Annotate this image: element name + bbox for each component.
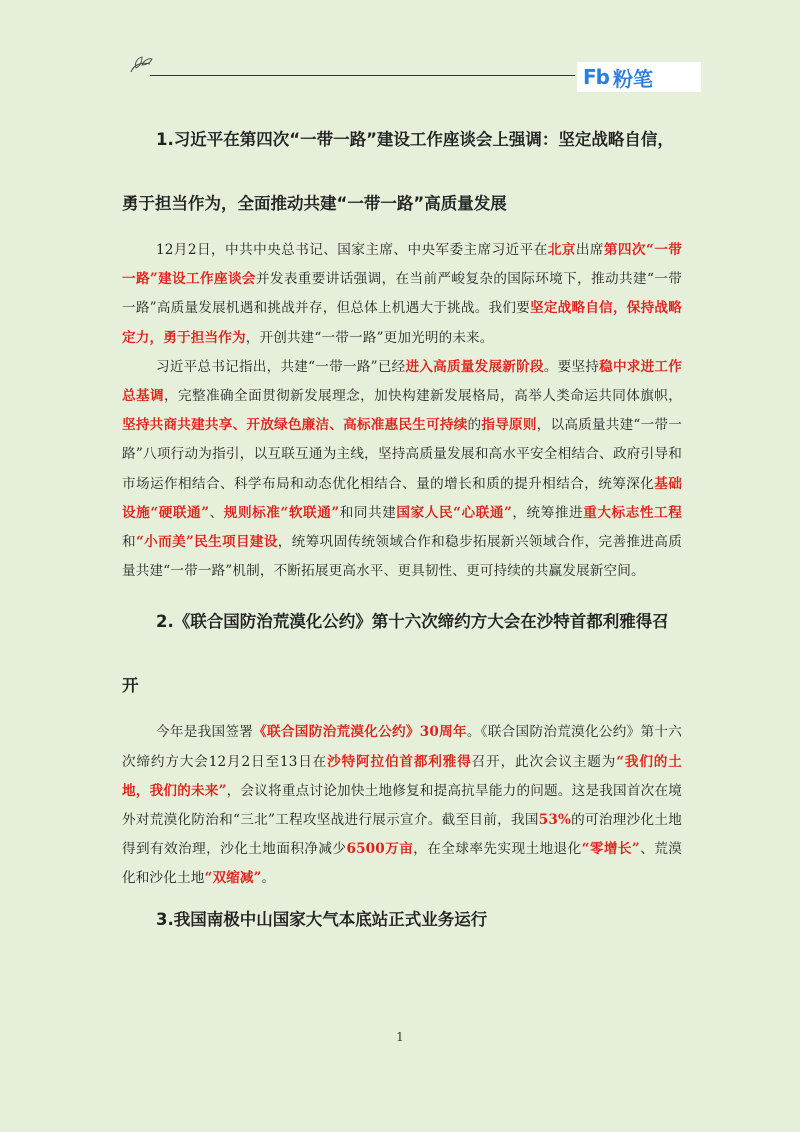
highlight-text: 《联合国防治荒漠化公约》30周年 (253, 724, 467, 741)
highlight-text: 指导原则 (481, 417, 537, 434)
section-title-2: 2.《联合国防治荒漠化公约》第十六次缔约方大会在沙特首都利雅得召 开 (122, 612, 669, 696)
highlight-text: 第四次“一带一路”建设工作座谈会 (122, 242, 682, 288)
body-text: 12月2日，中共中央总书记、国家主席、中央军委主席习近平在 (156, 242, 548, 258)
paragraph (122, 353, 682, 587)
highlight-text: 北京 (547, 242, 576, 258)
body-text: ，统筹推进 (511, 504, 584, 521)
body-text: 和同共建 (339, 504, 397, 521)
highlight-text: “我们的土地，我们的未来” (122, 753, 683, 799)
logo-text: 粉笔 (612, 66, 653, 91)
highlight-text: 沙特阿拉伯首都利雅得 (327, 753, 472, 770)
body-text: 和 (122, 534, 136, 551)
body-text: 。要坚持 (543, 358, 600, 375)
body-text: ，在全球率先实现土地退化 (413, 841, 582, 858)
document-body (122, 108, 682, 940)
highlight-text: 6500万亩 (346, 841, 414, 858)
body-text: 今年是我国签署 (156, 724, 254, 741)
page-number: 1 (396, 1030, 404, 1044)
highlight-text: 稳中求进工作总基调 (122, 358, 683, 405)
highlight-text: 进入高质量发展新阶段 (405, 358, 544, 375)
body-text: 并发表重要讲话强调，在当前严峻复杂的国际环境下，推动共建“一带一路”高质量发展机遇和挑战并存，但总体上机遇大于挑战。我们要 (122, 271, 682, 317)
body-text: 。 (261, 870, 276, 887)
body-text: 召开，此次会议主题为 (471, 753, 617, 770)
highlight-text: 53% (538, 812, 572, 829)
body-text: ，以高质量共建“一带一路”八项行动为指引，以互联互通为主线，坚持高质量发展和高水平安全相结合、政府引导和市场运作相结合、科学布局和动态优化相结合、量的增长和质的提升相结合，统筹深化 (122, 417, 682, 492)
body-text: 出席 (575, 242, 604, 258)
header-rule (150, 75, 575, 76)
body-text: ，完整准确全面贯彻新发展理念，加快构建新发展格局，高举人类命运共同体旗帜， (164, 388, 682, 405)
section-title-1: 1.习近平在第四次“一带一路”建设工作座谈会上强调：坚定战略自信， 勇于担当作为，全面推动共建“一带一路”高质量发展 (122, 130, 674, 213)
body-text: 习近平总书记指出，共建“一带一路”已经 (156, 358, 406, 375)
body-text: 、 (209, 504, 224, 521)
highlight-text: 坚持共商共建共享、开放绿色廉洁、高标准惠民生可持续 (122, 417, 468, 434)
body-text: 的可治理沙化土地得到有效治理，沙化土地面积净减少 (122, 812, 683, 858)
body-text: ，统筹巩固传统领域合作和稳步拓展新兴领域合作，完善推进高质量共建“一带一路”机制，不断拓展更高水平、更具韧性、更可持续的共赢发展新空间。 (122, 534, 682, 580)
body-text: ，开创共建“一带一路”更加光明的未来。 (245, 329, 494, 346)
body-text: ，会议将重点讨论加快土地修复和提高抗旱能力的问题。这是我国首次在境外对荒漠化防治和“三北”工程攻坚战进行展示宣介。截至目前，我国 (122, 782, 682, 829)
paragraph (122, 718, 682, 893)
paragraph (122, 236, 682, 353)
leaf-ornament-icon (128, 54, 154, 76)
highlight-text: 规则标准“软联通” (223, 504, 340, 521)
highlight-text: 国家人民“心联通” (396, 504, 512, 521)
body-text: 、荒漠化和沙化土地 (122, 841, 682, 887)
brand-logo (577, 62, 701, 92)
highlight-text: “小而美”民生项目建设 (135, 534, 278, 551)
highlight-text: 坚定战略自信，保持战略定力，勇于担当作为 (122, 300, 682, 346)
highlight-text: 基础设施“硬联通” (122, 475, 682, 521)
highlight-text: “零增长” (581, 841, 640, 858)
logo-mark: Fb (583, 65, 609, 89)
body-text: 。《联合国防治荒漠化公约》第十六次缔约方大会12月2日至13日在 (122, 724, 682, 770)
highlight-text: “双缩减” (204, 870, 262, 887)
section-title-3: 3.我国南极中山国家大气本底站正式业务运行 (156, 909, 488, 929)
page-header (0, 0, 800, 100)
body-text: 的 (467, 417, 482, 434)
highlight-text: 重大标志性工程 (583, 504, 682, 521)
